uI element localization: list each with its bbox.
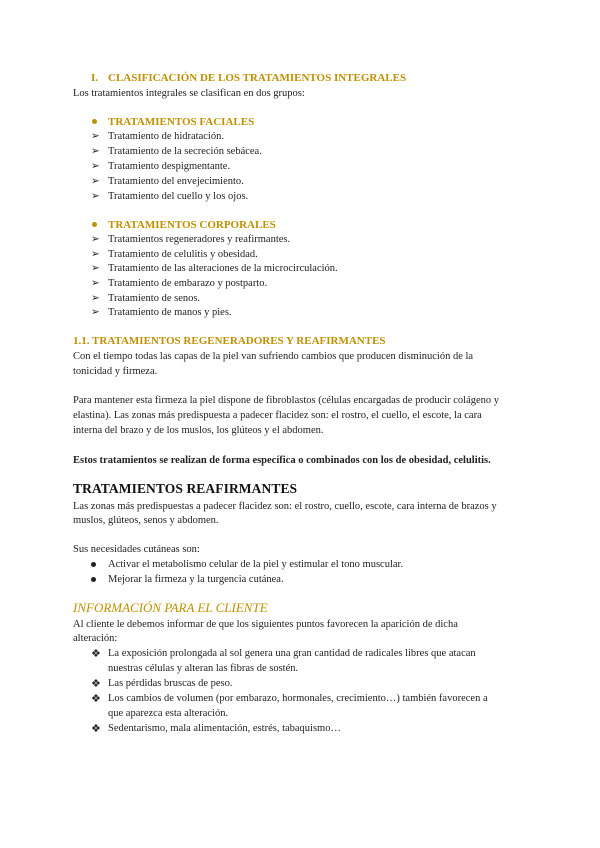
list-item: Mejorar la firmeza y la turgencia cutánea.: [108, 574, 284, 585]
list-item: Tratamiento de las alteraciones de la microcirculación.: [108, 263, 338, 274]
list-item: Tratamiento de la secreción sebácea.: [108, 146, 262, 157]
arrow-bullet-icon: ➢: [91, 293, 100, 304]
needs-intro: Sus necesidades cutáneas son:: [73, 544, 200, 555]
list-item: Sedentarismo, mala alimentación, estrés, tabaquismo…: [108, 723, 341, 734]
list-item: Tratamiento despigmentante.: [108, 161, 231, 172]
arrow-bullet-icon: ➢: [91, 176, 100, 187]
paragraph-line: Con el tiempo todas las capas de la piel van sufriendo cambios que producen disminución de la: [73, 351, 474, 362]
paragraph-line: Al cliente le debemos informar de que los siguientes puntos favorecen la aparición de dicha: [73, 619, 458, 630]
section-number: I.: [91, 72, 99, 84]
arrow-bullet-icon: ➢: [91, 307, 100, 318]
cliente-title: INFORMACIÓN PARA EL CLIENTE: [73, 600, 268, 615]
diamond-bullet-icon: ❖: [91, 648, 101, 660]
section-title: CLASIFICACIÓN DE LOS TRATAMIENTOS INTEGRALES: [108, 72, 407, 84]
list-item: Tratamientos regeneradores y reafirmantes.: [108, 234, 291, 245]
section-intro: Los tratamientos integrales se clasifican en dos grupos:: [73, 88, 305, 99]
list-item: Las pérdidas bruscas de peso.: [108, 678, 233, 689]
bullet-dot-icon: [92, 222, 97, 227]
bullet-dot-icon: [92, 119, 97, 124]
paragraph-line: alteración:: [73, 633, 118, 644]
bullet-dot-icon: [91, 562, 96, 567]
list-item-continuation: nuestras células y alteran las fibras de sostén.: [108, 663, 299, 674]
list-item: Activar el metabolismo celular de la piel y estimular el tono muscular.: [108, 559, 404, 570]
paragraph-line: tonicidad y firmeza.: [73, 366, 158, 377]
paragraph-line: interna del brazo y de los muslos, los glúteos y el abdomen.: [73, 425, 324, 436]
diamond-bullet-icon: ❖: [91, 693, 101, 705]
list-item: Tratamiento de senos.: [108, 293, 201, 304]
list-item-continuation: que aparezca esta alteración.: [108, 708, 229, 719]
corporales-title: TRATAMIENTOS CORPORALES: [108, 219, 276, 231]
paragraph-line: Para mantener esta firmeza la piel dispone de fibroblastos (células encargadas de producir colágeno y: [73, 395, 500, 406]
list-item: Tratamiento de hidratación.: [108, 131, 224, 142]
list-item: Tratamiento de embarazo y postparto.: [108, 278, 268, 289]
faciales-title: TRATAMIENTOS FACIALES: [108, 116, 255, 128]
diamond-bullet-icon: ❖: [91, 723, 101, 735]
arrow-bullet-icon: ➢: [91, 146, 100, 157]
arrow-bullet-icon: ➢: [91, 249, 100, 260]
diamond-bullet-icon: ❖: [91, 678, 101, 690]
bold-note: Estos tratamientos se realizan de forma específica o combinados con los de obesidad, celulitis.: [73, 455, 491, 466]
list-item: La exposición prolongada al sol genera una gran cantidad de radicales libres que atacan: [108, 648, 476, 659]
paragraph-line: Las zonas más predispuestas a padecer flacidez son: el rostro, cuello, escote, cara interna de brazos y: [73, 501, 497, 512]
arrow-bullet-icon: ➢: [91, 278, 100, 289]
list-item: Tratamiento de celulitis y obesidad.: [108, 249, 258, 260]
subsection-title: 1.1. TRATAMIENTOS REGENERADORES Y REAFIRMANTES: [73, 335, 386, 347]
arrow-bullet-icon: ➢: [91, 131, 100, 142]
bullet-dot-icon: [91, 577, 96, 582]
paragraph-line: elastina). Las zonas más predispuesta a padecer flacidez son: el rostro, el cuello, el escote, la cara: [73, 410, 482, 421]
arrow-bullet-icon: ➢: [91, 191, 100, 202]
list-item: Tratamiento de manos y pies.: [108, 307, 232, 318]
arrow-bullet-icon: ➢: [91, 234, 100, 245]
arrow-bullet-icon: ➢: [91, 161, 100, 172]
paragraph-line: muslos, glúteos, senos y abdomen.: [73, 515, 219, 526]
reafirmantes-title: TRATAMIENTOS REAFIRMANTES: [73, 481, 298, 496]
list-item: Los cambios de volumen (por embarazo, hormonales, crecimiento…) también favorecen a: [108, 693, 488, 704]
list-item: Tratamiento del cuello y los ojos.: [108, 191, 249, 202]
list-item: Tratamiento del envejecimiento.: [108, 176, 244, 187]
arrow-bullet-icon: ➢: [91, 263, 100, 274]
